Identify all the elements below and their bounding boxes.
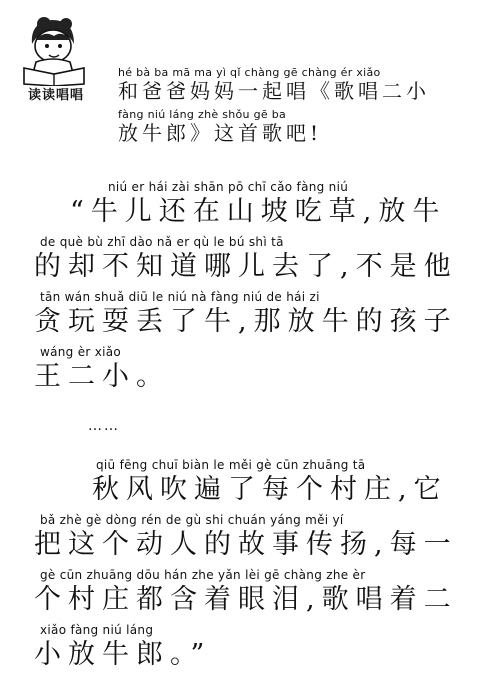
stanza1-pinyin-2: de què bù zhī dào nǎ er qù le bú shì tā [40,235,284,249]
intro-pinyin-2: fàng niú láng zhè shǒu gē ba [118,108,287,121]
intro-line-2: 放牛郎》这首歌吧! [118,121,323,145]
stanza1-line-2: 的却不知道哪儿去了,不是他 [34,251,458,282]
stanza1-line-1: “牛儿还在山坡吃草,放牛 [70,196,447,227]
stanza1-line-3: 贪玩耍丢了牛,那放牛的孩子 [34,306,458,337]
intro-line-1: 和爸爸妈妈一起唱《歌唱二小 [118,79,430,103]
stanza2-line-4: 小放牛郎。” [34,639,212,670]
intro-pinyin-1: hé bà ba mā ma yì qǐ chàng gē chàng ér xiǎo [118,66,381,79]
stanza2-pinyin-1: qiū fēng chuī biàn le měi gè cūn zhuāng tā [96,458,366,472]
stanza2-line-2: 把这个动人的故事传扬,每一 [34,529,458,560]
stanza1-pinyin-4: wáng èr xiǎo [40,345,122,359]
stanza1-line-4: 王二小。 [34,361,170,392]
stanza1-pinyin-1: niú er hái zài shān pō chī cǎo fàng niú [108,180,349,194]
badge-label: 读读唱唱 [27,88,84,103]
stanza2-line-1: 秋风吹遍了每个村庄,它 [92,474,448,505]
stanza2-pinyin-2: bǎ zhè gè dòng rén de gù shi chuán yáng měi yí [40,513,344,527]
lesson-badge [14,14,94,106]
stanza2-line-3: 个村庄都含着眼泪,歌唱着二 [34,584,458,615]
stanza2-pinyin-3: gè cūn zhuāng dōu hán zhe yǎn lèi gē chàng zhe èr [40,568,366,582]
stanza1-pinyin-3: tān wán shuǎ diū le niú nà fàng niú de hái zi [40,290,320,304]
stanza2-pinyin-4: xiǎo fàng niú láng [40,623,154,637]
ellipsis: …… [88,418,120,434]
girl-reading-icon [14,14,94,86]
